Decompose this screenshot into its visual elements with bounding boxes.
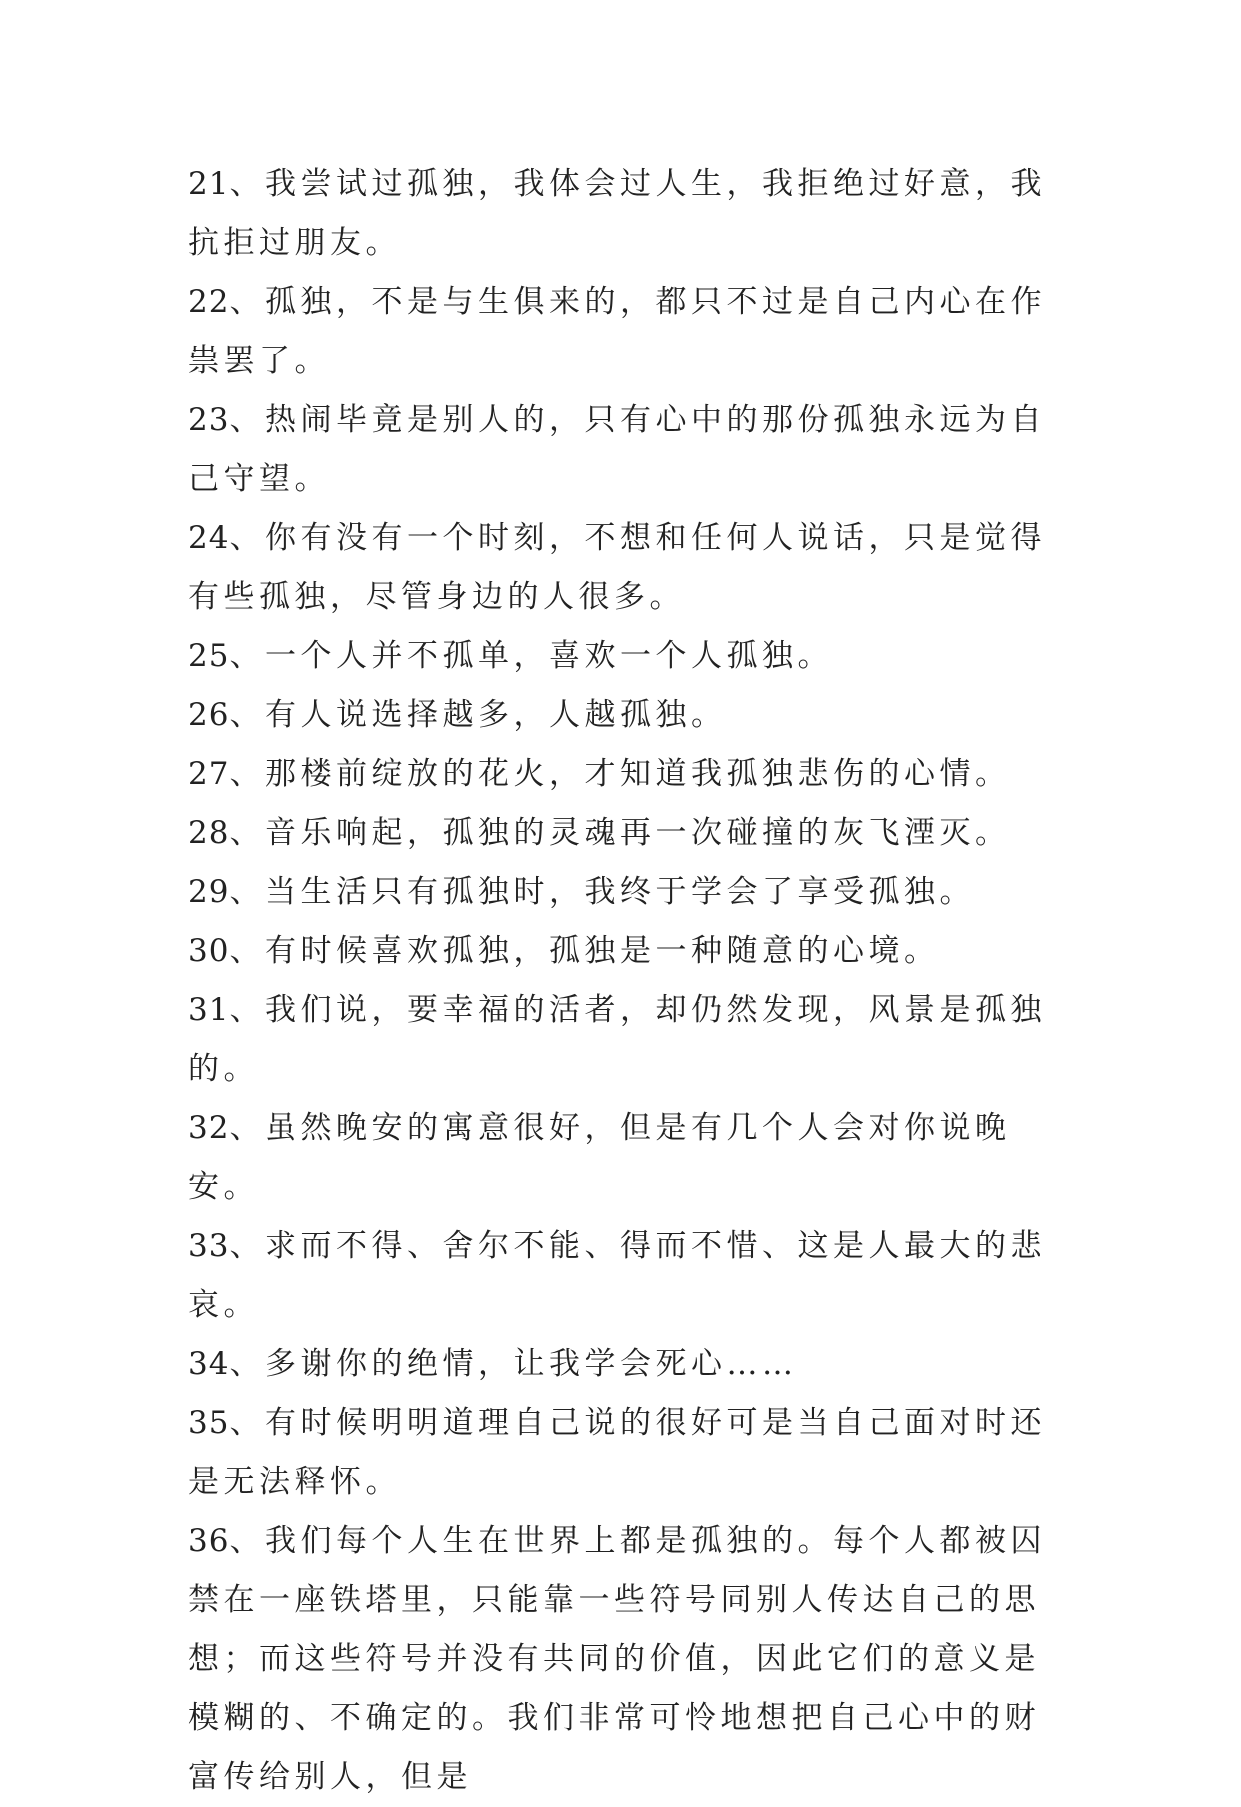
quote-item-21	[188, 155, 1068, 273]
quote-number: 26	[188, 697, 230, 733]
quote-item-33	[188, 1217, 1068, 1335]
quote-item-35	[188, 1394, 1068, 1512]
quote-number: 31	[188, 992, 230, 1028]
quote-number: 21	[188, 166, 230, 202]
quote-item-32	[188, 1099, 1068, 1217]
quote-number: 23	[188, 402, 230, 438]
quote-text: 、我尝试过孤独，我体会过人生，我拒绝过好意，我抗拒过朋友。	[188, 166, 1046, 261]
quote-number: 36	[188, 1523, 230, 1559]
quote-text: 、一个人并不孤单，喜欢一个人孤独。	[229, 638, 833, 674]
quote-number: 28	[188, 815, 230, 851]
quote-text: 、当生活只有孤独时，我终于学会了享受孤独。	[229, 874, 975, 910]
quote-number: 35	[188, 1405, 230, 1441]
quote-item-30	[188, 922, 1068, 981]
quote-number: 29	[188, 874, 230, 910]
quote-text: 、求而不得、舍尔不能、得而不惜、这是人最大的悲哀。	[188, 1228, 1046, 1323]
quote-text: 、我们每个人生在世界上都是孤独的。每个人都被囚禁在一座铁塔里，只能靠一些符号同别人传达自己的思想；而这些符号并没有共同的价值，因此它们的意义是模糊的、不确定的。我们非常可怜地想把自己心中的财富传给别人，但是	[188, 1523, 1046, 1795]
quote-item-24	[188, 509, 1068, 627]
quote-text: 、你有没有一个时刻，不想和任何人说话，只是觉得有些孤独，尽管身边的人很多。	[188, 520, 1046, 615]
quote-text: 、虽然晚安的寓意很好，但是有几个人会对你说晚安。	[188, 1110, 1011, 1205]
quote-item-29	[188, 863, 1068, 922]
quote-text: 、有时候喜欢孤独，孤独是一种随意的心境。	[229, 933, 940, 969]
quote-item-27	[188, 745, 1068, 804]
quote-item-23	[188, 391, 1068, 509]
quote-item-26	[188, 686, 1068, 745]
quote-text: 、多谢你的绝情，让我学会死心……	[229, 1346, 798, 1382]
quote-item-22	[188, 273, 1068, 391]
quote-list	[188, 155, 1068, 1807]
quote-item-36	[188, 1512, 1068, 1807]
quote-text: 、热闹毕竟是别人的，只有心中的那份孤独永远为自己守望。	[188, 402, 1046, 497]
quote-text: 、有人说选择越多，人越孤独。	[229, 697, 727, 733]
quote-text: 、孤独，不是与生俱来的，都只不过是自己内心在作祟罢了。	[188, 284, 1046, 379]
quote-number: 27	[188, 756, 230, 792]
quote-number: 25	[188, 638, 230, 674]
quote-text: 、音乐响起，孤独的灵魂再一次碰撞的灰飞湮灭。	[229, 815, 1011, 851]
quote-number: 33	[188, 1228, 230, 1264]
quote-text: 、我们说，要幸福的活者，却仍然发现，风景是孤独的。	[188, 992, 1046, 1087]
quote-item-28	[188, 804, 1068, 863]
quote-number: 30	[188, 933, 230, 969]
quote-number: 22	[188, 284, 230, 320]
quote-number: 34	[188, 1346, 230, 1382]
quote-item-31	[188, 981, 1068, 1099]
quote-text: 、有时候明明道理自己说的很好可是当自己面对时还是无法释怀。	[188, 1405, 1046, 1500]
quote-item-34	[188, 1335, 1068, 1394]
quote-number: 24	[188, 520, 230, 556]
quote-item-25	[188, 627, 1068, 686]
quote-number: 32	[188, 1110, 230, 1146]
quote-text: 、那楼前绽放的花火，才知道我孤独悲伤的心情。	[229, 756, 1011, 792]
